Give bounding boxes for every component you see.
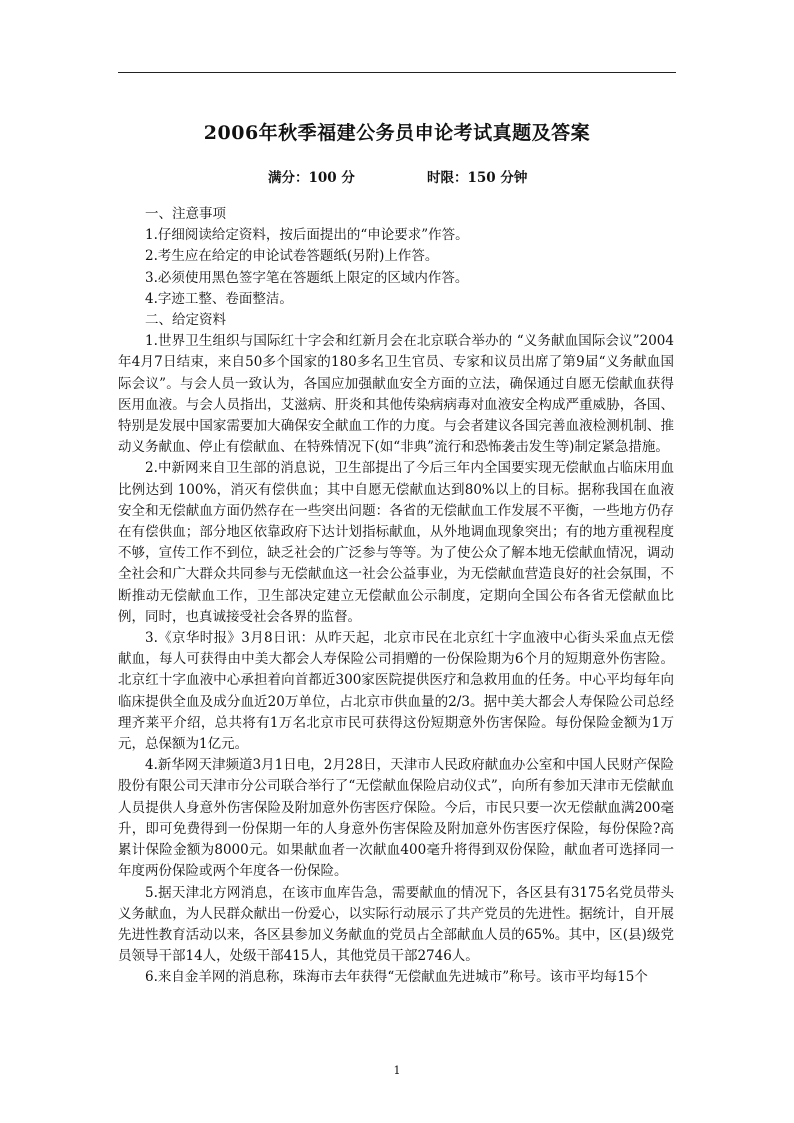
header-rule — [118, 72, 676, 73]
full-score: 满分：100 分 — [268, 170, 355, 186]
note-item: 1.仔细阅读给定资料，按后面提出的“申论要求”作答。 — [145, 227, 469, 244]
material-paragraph: 4.新华网天津频道3月1日电，2月28日，天津市人民政府献血办公室和中国人民财产保险股份有限公司天津市分公司联合举行了“无偿献血保险启动仪式”，向所有参加天津市无偿献血人员提供人身意外伤害保险及附加意外伤害医疗保险。今后，市民只要一次无偿献血满200毫升，即可免费得到一份保期一年的人身意外伤害保险及附加意外伤害医疗保险，每份保险?高累计保险金额为8000元。如果献血者一次献血400毫升将得到双份保险，献血者可选择同一年度两份保险或两个年度各一份保险。 — [118, 757, 674, 880]
time-limit: 时限：150 分钟 — [427, 170, 528, 186]
section-heading-notes: 一、注意事项 — [145, 206, 226, 222]
note-item: 3.必须使用黑色签字笔在答题纸上限定的区域内作答。 — [145, 269, 469, 286]
document-body — [118, 204, 674, 989]
page-title: 2006年秋季福建公务员申论考试真题及答案 — [203, 122, 591, 144]
material-paragraph: 3.《京华时报》3月8日讯：从昨天起，北京市民在北京红十字血液中心街头采血点无偿献血，每人可获得由中美大都会人寿保险公司捐赠的一份保险期为6个月的短期意外伤害险。北京红十字血液中心承担着向首都近300家医院提供医疗和急救用血的任务。中心平均每年向临床提供全血及成分血近20万单位，占北京市供血量的2/3。据中美大都会人寿保险公司总经理齐莱平介绍，总共将有1万名北京市民可获得这份短期意外伤害保险。每份保险金额为1万元，总保额为1亿元。 — [118, 630, 674, 753]
note-item: 4.字迹工整、卷面整洁。 — [145, 290, 293, 307]
note-item: 2.考生应在给定的申论试卷答题纸(另附)上作答。 — [145, 248, 439, 265]
material-paragraph: 2.中新网来自卫生部的消息说，卫生部提出了今后三年内全国要实现无偿献血占临床用血比例达到 100%，消灭有偿供血；其中自愿无偿献血达到80%以上的目标。据称我国在血液安全和无偿献血方面仍然存在一些突出问题：各省的无偿献血工作发展不平衡，一些地方仍存在有偿供血；部分地区依靠政府下达计划指标献血，从外地调血现象突出；有的地方重视程度不够，宣传工作不到位，缺乏社会的广泛参与等等。为了使公众了解本地无偿献血情况，调动全社会和广大群众共同参与无偿献血这一社会公益事业，为无偿献血营造良好的社会氛围，不断推动无偿献血工作，卫生部决定建立无偿献血公示制度，定期向全国公布各省无偿献血比例，同时，也真诚接受社会各界的监督。 — [118, 460, 674, 625]
material-paragraph: 5.据天津北方网消息，在该市血库告急，需要献血的情况下，各区县有3175名党员带头义务献血，为人民群众献出一份爱心，以实际行动展示了共产党员的先进性。据统计，自开展先进性教育活动以来，各区县参加义务献血的党员占全部献血人员的65%。其中，区(县)级党员领导干部14人，处级干部415人，其他党员干部2746人。 — [118, 884, 674, 965]
page-number: 1 — [393, 1064, 401, 1077]
section-heading-materials: 二、给定资料 — [145, 312, 226, 329]
material-paragraph: 1.世界卫生组织与国际红十字会和红新月会在北京联合举办的 “义务献血国际会议”2004年4月7日结束，来自50多个国家的180多名卫生官员、专家和议员出席了第9届“义务献血国际会议”。与会人员一致认为，各国应加强献血安全方面的立法，确保通过自愿无偿献血获得医用血液。与会人员指出，艾滋病、肝炎和其他传染病病毒对血液安全构成严重威胁，各国、特别是发展中国家需要加大确保安全献血工作的力度。与会者建议各国完善血液检测机制、推动义务献血、停止有偿献血、在特殊情况下(如“非典”流行和恐怖袭击发生等)制定紧急措施。 — [118, 333, 674, 456]
material-paragraph: 6.来自金羊网的消息称，珠海市去年获得“无偿献血先进城市”称号。该市平均每15个 — [145, 969, 648, 986]
